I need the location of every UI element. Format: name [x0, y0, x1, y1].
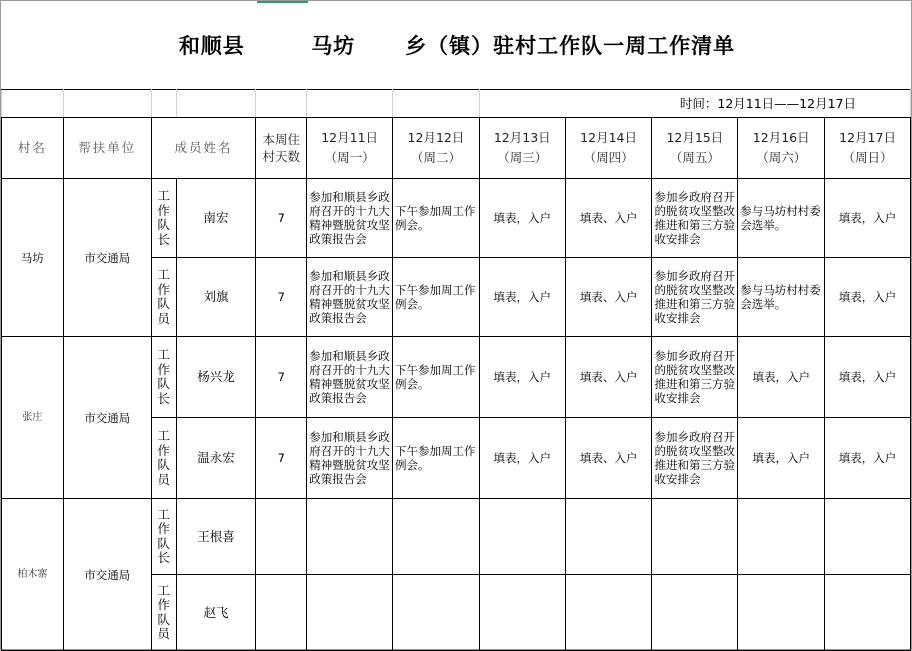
member-name[interactable]: 王根喜 [176, 499, 256, 575]
date-range[interactable]: 时间：12月11日——12月17日 [479, 90, 910, 118]
header-weekday: （周四） [583, 150, 634, 165]
title-county: 和顺县 [178, 34, 245, 58]
task-cell[interactable] [652, 575, 738, 651]
header-date-3[interactable] [479, 118, 565, 179]
header-date: 12月13日 [493, 130, 551, 145]
header-date: 12月17日 [839, 130, 896, 145]
task-cell[interactable]: 填表，入户 [738, 337, 825, 418]
cell[interactable] [256, 90, 307, 118]
header-weekday: （周二） [410, 150, 461, 165]
task-cell[interactable] [393, 575, 480, 651]
task-cell[interactable]: 填表，入户 [825, 258, 911, 337]
task-cell[interactable] [307, 499, 393, 575]
work-table [1, 89, 911, 651]
task-cell[interactable]: 填表，入户 [825, 179, 911, 258]
task-cell[interactable]: 下午参加周工作例会。 [393, 418, 480, 499]
header-weekday: （周六） [756, 150, 807, 165]
task-cell[interactable]: 填表、入户 [565, 179, 652, 258]
task-cell[interactable] [738, 499, 825, 575]
table-row [2, 337, 911, 418]
task-cell[interactable] [652, 499, 738, 575]
task-cell[interactable]: 填表，入户 [479, 337, 565, 418]
member-name[interactable]: 赵飞 [176, 575, 256, 651]
table-row [2, 499, 911, 575]
task-cell[interactable] [479, 499, 565, 575]
header-member[interactable]: 成员姓名 [151, 118, 256, 179]
member-days[interactable] [256, 499, 307, 575]
task-cell[interactable]: 参加和顺县乡政府召开的十九大精神暨脱贫攻坚政策报告会 [307, 179, 393, 258]
member-role[interactable]: 工作队员 [151, 418, 176, 499]
member-role[interactable]: 工作队员 [151, 258, 176, 337]
task-cell[interactable]: 参加乡政府召开的脱贫攻坚整改推进和第三方验收安排会 [652, 337, 738, 418]
task-cell[interactable]: 参加和顺县乡政府召开的十九大精神暨脱贫攻坚政策报告会 [307, 258, 393, 337]
member-name[interactable]: 刘旗 [176, 258, 256, 337]
task-cell[interactable]: 填表，入户 [825, 337, 911, 418]
member-role[interactable]: 工作队长 [151, 337, 176, 418]
member-name[interactable]: 温永宏 [176, 418, 256, 499]
cell[interactable] [307, 90, 393, 118]
header-date: 12月11日 [321, 130, 379, 145]
member-days[interactable]: 7 [256, 179, 307, 258]
page-title [1, 1, 912, 89]
task-cell[interactable]: 填表、入户 [565, 258, 652, 337]
header-days[interactable]: 本周住村天数 [256, 118, 307, 179]
header-date: 12月16日 [752, 130, 810, 145]
task-cell[interactable]: 填表、入户 [565, 418, 652, 499]
member-days[interactable]: 7 [256, 337, 307, 418]
member-name[interactable]: 南宏 [176, 179, 256, 258]
task-cell[interactable]: 下午参加周工作例会。 [393, 179, 480, 258]
header-weekday: （周一） [324, 150, 375, 165]
task-cell[interactable]: 填表，入户 [479, 418, 565, 499]
header-date: 12月15日 [666, 130, 724, 145]
village-name[interactable]: 柏木寨 [2, 499, 64, 651]
task-cell[interactable] [738, 575, 825, 651]
header-date-5[interactable] [652, 118, 738, 179]
task-cell[interactable]: 参加乡政府召开的脱贫攻坚整改推进和第三方验收安排会 [652, 179, 738, 258]
task-cell[interactable]: 参加乡政府召开的脱贫攻坚整改推进和第三方验收安排会 [652, 418, 738, 499]
table-row [2, 179, 911, 258]
task-cell[interactable] [393, 499, 480, 575]
header-date: 12月14日 [580, 130, 637, 145]
header-date-1[interactable] [307, 118, 393, 179]
header-weekday: （周五） [669, 150, 720, 165]
header-date: 12月12日 [407, 130, 465, 145]
header-date-6[interactable] [738, 118, 825, 179]
village-unit[interactable]: 市交通局 [63, 499, 151, 651]
header-village[interactable]: 村名 [2, 118, 64, 179]
member-name[interactable]: 杨兴龙 [176, 337, 256, 418]
member-role[interactable]: 工作队员 [151, 575, 176, 651]
task-cell[interactable]: 参与马坊村村委会选举。 [738, 179, 825, 258]
task-cell[interactable]: 填表，入户 [738, 418, 825, 499]
task-cell[interactable] [565, 575, 652, 651]
cell[interactable] [176, 90, 256, 118]
header-date-2[interactable] [393, 118, 480, 179]
task-cell[interactable] [825, 575, 911, 651]
member-days[interactable]: 7 [256, 418, 307, 499]
header-weekday: （周日） [842, 150, 893, 165]
task-cell[interactable]: 参加和顺县乡政府召开的十九大精神暨脱贫攻坚政策报告会 [307, 418, 393, 499]
task-cell[interactable]: 参加乡政府召开的脱贫攻坚整改推进和第三方验收安排会 [652, 258, 738, 337]
cell[interactable] [63, 90, 151, 118]
task-cell[interactable]: 下午参加周工作例会。 [393, 258, 480, 337]
task-cell[interactable]: 参加和顺县乡政府召开的十九大精神暨脱贫攻坚政策报告会 [307, 337, 393, 418]
village-unit[interactable]: 市交通局 [63, 179, 151, 337]
task-cell[interactable]: 参与马坊村村委会选举。 [738, 258, 825, 337]
header-date-7[interactable] [825, 118, 911, 179]
village-name[interactable]: 马坊 [2, 179, 64, 337]
village-name[interactable]: 张庄 [2, 337, 64, 499]
header-weekday: （周三） [497, 150, 548, 165]
header-unit[interactable]: 帮扶单位 [63, 118, 151, 179]
task-cell[interactable] [307, 575, 393, 651]
title-suffix: 乡（镇）驻村工作队一周工作清单 [405, 34, 736, 58]
task-cell[interactable] [479, 575, 565, 651]
cell[interactable] [151, 90, 176, 118]
header-date-4[interactable] [565, 118, 652, 179]
task-cell[interactable]: 下午参加周工作例会。 [393, 337, 480, 418]
task-cell[interactable] [825, 499, 911, 575]
title-town: 马坊 [311, 34, 356, 58]
cell[interactable] [2, 90, 64, 118]
village-unit[interactable]: 市交通局 [63, 337, 151, 499]
task-cell[interactable]: 填表，入户 [479, 258, 565, 337]
task-cell[interactable] [565, 499, 652, 575]
member-role[interactable]: 工作队长 [151, 179, 176, 258]
task-cell[interactable]: 填表、入户 [565, 337, 652, 418]
task-cell[interactable]: 填表，入户 [825, 418, 911, 499]
task-cell[interactable]: 填表，入户 [479, 179, 565, 258]
member-days[interactable]: 7 [256, 258, 307, 337]
cell[interactable] [393, 90, 480, 118]
member-role[interactable]: 工作队长 [151, 499, 176, 575]
member-days[interactable] [256, 575, 307, 651]
